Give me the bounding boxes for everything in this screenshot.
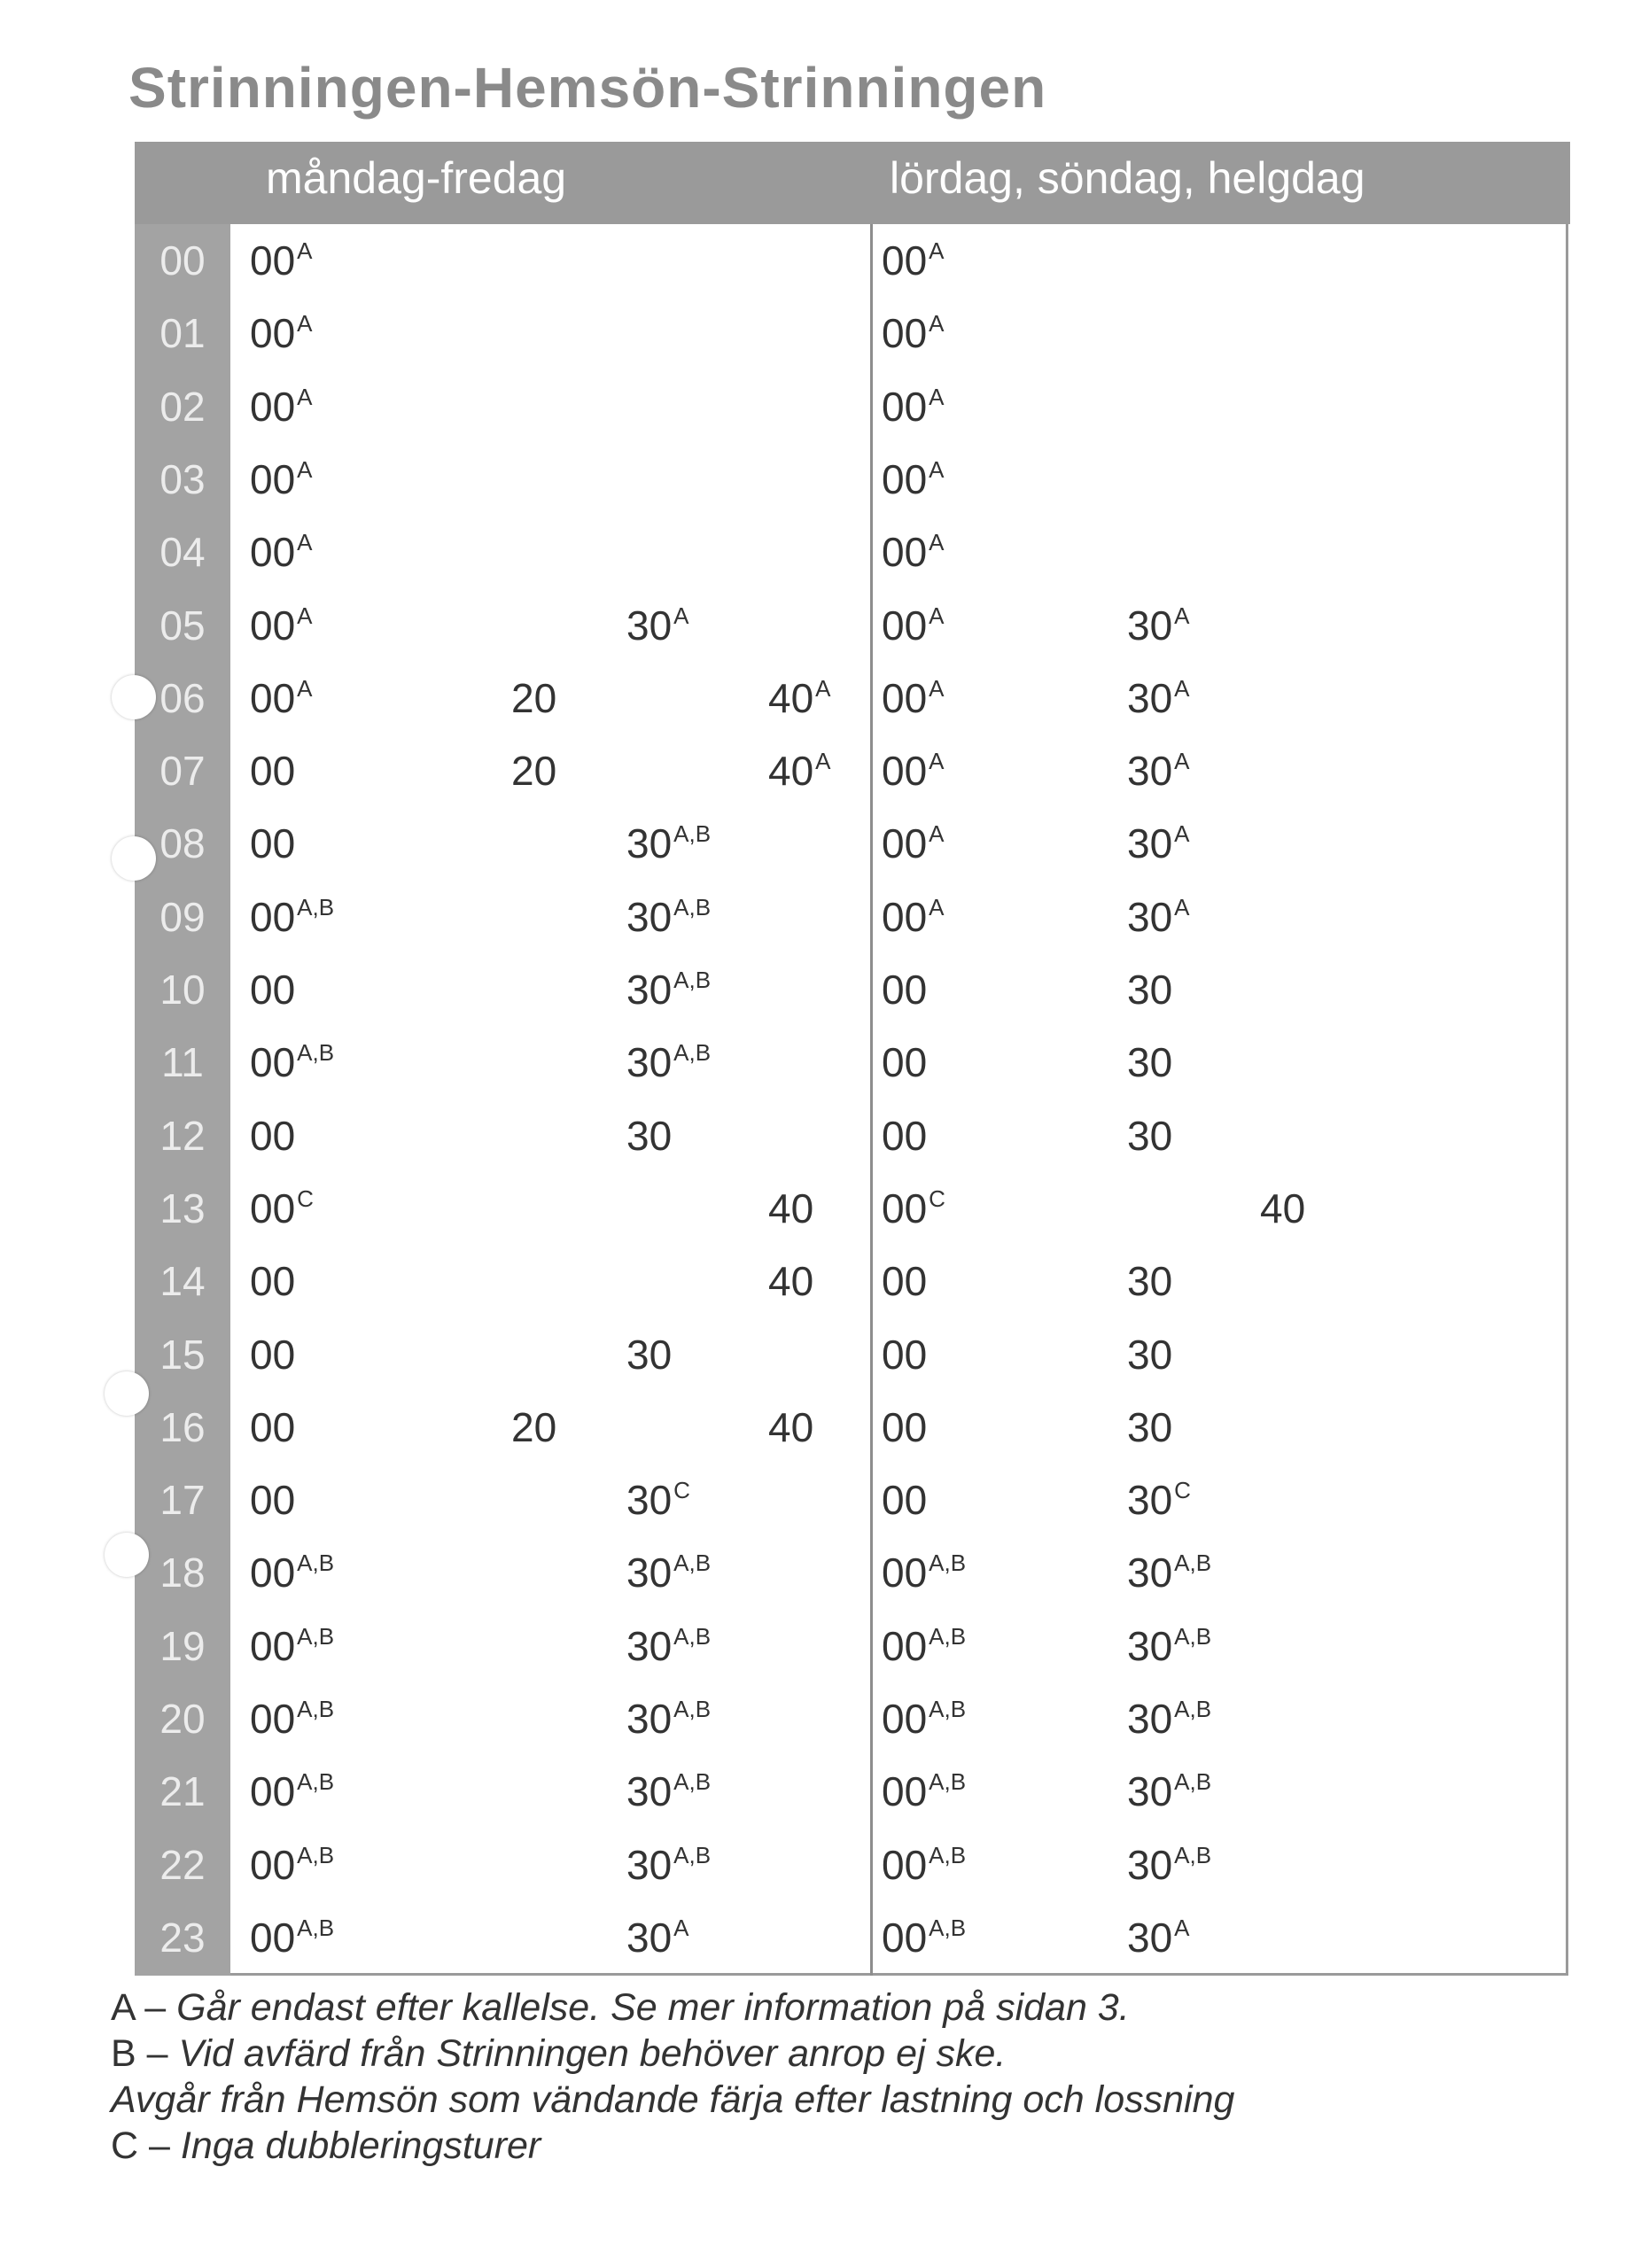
departure-footnote-mark: A [297, 674, 313, 702]
departure-minute: 00 [882, 1696, 928, 1742]
departure-footnote-mark: A,B [297, 1039, 335, 1067]
departure-minute: 00 [250, 748, 296, 795]
departure-minute: 00 [250, 237, 296, 284]
departure-minute: 00 [882, 967, 928, 1013]
departure-minute: 00 [882, 748, 928, 795]
departure-minute: 30 [626, 1112, 673, 1159]
hour-label: 20 [159, 1696, 206, 1742]
departure-footnote-mark: A [673, 1914, 689, 1941]
departure-minute: 00 [882, 1914, 928, 1961]
departure-minute: 00 [250, 674, 296, 721]
departure-footnote-mark: A [1174, 748, 1190, 775]
departure-footnote-mark: A [815, 674, 831, 702]
departure-minute: 30 [1127, 1258, 1173, 1305]
weekday-departure [250, 1318, 295, 1391]
weekday-departure [250, 1682, 334, 1761]
departure-footnote-mark: A,B [1174, 1622, 1212, 1650]
departure-footnote-mark: A [1174, 674, 1190, 702]
departure-minute: 00 [882, 1039, 928, 1086]
departure-minute: 30 [626, 1477, 673, 1524]
hour-label: 03 [159, 455, 206, 502]
departure-minute: 30 [626, 602, 673, 649]
weekend-departure [1127, 589, 1190, 668]
hour-label: 14 [159, 1258, 206, 1305]
departure-minute: 00 [250, 1768, 296, 1815]
departure-minute: 00 [250, 1914, 296, 1961]
punch-hole [105, 1533, 149, 1577]
departure-footnote-mark: A,B [673, 1039, 712, 1067]
weekday-departure [626, 881, 711, 959]
weekend-departure [882, 734, 945, 813]
hour-label: 09 [159, 893, 206, 940]
departure-minute: 00 [882, 383, 928, 430]
hour-column [135, 224, 230, 1976]
weekday-departure [250, 589, 313, 668]
departure-footnote-mark: A [929, 383, 945, 410]
weekday-departure [250, 1391, 295, 1464]
departure-footnote-mark: A,B [673, 893, 712, 920]
departure-minute: 30 [1127, 1768, 1173, 1815]
weekend-departure [1127, 1026, 1172, 1099]
weekend-departure [1127, 1464, 1191, 1542]
weekday-departure [626, 1682, 711, 1761]
weekday-departure [250, 807, 295, 880]
departure-footnote-mark: A,B [929, 1622, 967, 1650]
departure-minute: 00 [882, 674, 928, 721]
weekday-departure [250, 1755, 334, 1834]
footnote-line [111, 1984, 1234, 2031]
punch-hole [105, 1371, 149, 1416]
departure-minute: 40 [1260, 1184, 1306, 1231]
weekend-departure [882, 297, 945, 376]
weekday-departure [250, 662, 313, 741]
departure-minute: 00 [250, 820, 296, 867]
departure-footnote-mark: A,B [297, 1768, 335, 1796]
departure-minute: 30 [1127, 1039, 1173, 1086]
departure-footnote-mark: A,B [673, 1841, 712, 1868]
weekday-departure [250, 953, 295, 1026]
weekend-departure [1127, 1536, 1211, 1615]
hour-label: 01 [159, 310, 206, 357]
departure-minute: 30 [1127, 1550, 1173, 1596]
weekend-departure [882, 1245, 927, 1317]
departure-minute: 30 [1127, 1914, 1173, 1961]
weekday-departure [511, 662, 556, 734]
departure-minute: 00 [250, 1258, 296, 1305]
departure-footnote-mark: C [929, 1184, 945, 1212]
departure-minute: 00 [882, 602, 928, 649]
weekend-departure [882, 1536, 966, 1615]
weekend-departure [1127, 953, 1172, 1026]
weekend-departure [1127, 1755, 1211, 1834]
hour-label: 10 [159, 967, 206, 1013]
departure-minute: 00 [250, 529, 296, 576]
weekday-departure [626, 1464, 690, 1542]
departure-minute: 00 [882, 1184, 928, 1231]
footnote-key: C – [111, 2124, 181, 2167]
departure-footnote-mark: A [297, 455, 313, 483]
weekday-departure [511, 1391, 556, 1464]
departure-minute: 00 [250, 1550, 296, 1596]
weekday-departure [250, 1901, 334, 1980]
departure-minute: 00 [882, 1331, 928, 1378]
departure-minute: 30 [1127, 1331, 1173, 1378]
departure-minute: 30 [626, 1331, 673, 1378]
weekday-departure [511, 734, 556, 807]
departure-minute: 00 [250, 1841, 296, 1888]
weekday-departure [626, 1099, 672, 1172]
departure-minute: 30 [626, 1622, 673, 1669]
departure-footnote-mark: A [297, 237, 313, 264]
departure-minute: 00 [882, 1841, 928, 1888]
weekend-departure [1127, 1099, 1172, 1172]
departure-minute: 30 [626, 820, 673, 867]
departure-minute: 40 [768, 674, 814, 721]
departure-minute: 00 [250, 1331, 296, 1378]
departure-minute: 00 [250, 1403, 296, 1450]
weekday-departure [626, 1318, 672, 1391]
weekday-departure [626, 589, 689, 668]
departure-footnote-mark: A [929, 674, 945, 702]
departure-footnote-mark: A,B [929, 1696, 967, 1722]
weekday-header: måndag-fredag [266, 153, 567, 203]
weekend-departure [1127, 807, 1190, 886]
departure-footnote-mark: A [929, 455, 945, 483]
departure-minute: 30 [1127, 1841, 1173, 1888]
departure-footnote-mark: A,B [1174, 1768, 1212, 1796]
weekend-departure [882, 224, 945, 303]
departure-minute: 20 [511, 748, 557, 795]
footnote-key: B – [111, 2032, 179, 2075]
departure-footnote-mark: A [297, 383, 313, 410]
departure-minute: 00 [882, 310, 928, 357]
departure-footnote-mark: A,B [929, 1768, 967, 1796]
weekend-departure [1127, 1682, 1211, 1761]
departure-minute: 20 [511, 1403, 557, 1450]
departure-footnote-mark: A [1174, 893, 1190, 920]
weekday-departure [626, 1755, 711, 1834]
departure-minute: 00 [882, 237, 928, 284]
departure-footnote-mark: A [929, 602, 945, 629]
departure-footnote-mark: A,B [673, 820, 712, 848]
weekday-departure [768, 1391, 813, 1464]
footnote-line [111, 2123, 1234, 2169]
hour-label: 16 [159, 1403, 206, 1450]
weekday-departure [250, 1610, 334, 1689]
weekday-departure [250, 443, 313, 522]
weekday-departure [768, 734, 831, 813]
timetable-header [135, 142, 1570, 224]
departure-minute: 00 [882, 1403, 928, 1450]
weekday-departure [250, 1829, 334, 1907]
departure-minute: 30 [626, 893, 673, 940]
hour-label: 02 [159, 383, 206, 430]
weekday-departure [250, 370, 313, 449]
weekday-departure [768, 1172, 813, 1245]
departure-footnote-mark: A,B [673, 967, 712, 993]
departure-minute: 40 [768, 1258, 814, 1305]
departure-minute: 00 [882, 893, 928, 940]
weekend-departure [882, 1682, 966, 1761]
departure-minute: 20 [511, 674, 557, 721]
weekday-departure [250, 1099, 295, 1172]
departure-minute: 00 [882, 820, 928, 867]
departure-footnote-mark: A,B [673, 1768, 712, 1796]
departure-footnote-mark: A,B [1174, 1696, 1212, 1722]
weekend-departure [882, 1318, 927, 1391]
weekday-departure [250, 734, 295, 807]
footnote-line [111, 2031, 1234, 2077]
weekend-departure [1127, 1391, 1172, 1464]
weekend-departure [1127, 734, 1190, 813]
departure-minute: 30 [1127, 748, 1173, 795]
weekend-departure [1127, 1245, 1172, 1317]
weekday-departure [768, 1245, 813, 1317]
hour-label: 12 [159, 1112, 206, 1159]
departure-footnote-mark: A,B [297, 1914, 335, 1941]
departure-minute: 30 [1127, 967, 1173, 1013]
departure-footnote-mark: A,B [297, 893, 335, 920]
weekday-departure [626, 953, 711, 1032]
departure-minute: 30 [626, 1696, 673, 1742]
departure-minute: 00 [882, 1768, 928, 1815]
departure-minute: 00 [250, 1039, 296, 1086]
hour-label: 21 [159, 1768, 206, 1815]
departure-minute: 40 [768, 1403, 814, 1450]
weekend-departure [882, 1755, 966, 1834]
footnote-line [111, 2077, 1234, 2123]
weekday-departure [250, 1026, 334, 1105]
weekend-departure [882, 1026, 927, 1099]
weekend-departure [882, 1901, 966, 1980]
departure-minute: 00 [250, 602, 296, 649]
weekday-departure [250, 1245, 295, 1317]
departure-footnote-mark: A,B [673, 1550, 712, 1577]
departure-minute: 30 [1127, 1477, 1173, 1524]
weekend-departure [882, 516, 945, 594]
departure-footnote-mark: A [297, 310, 313, 338]
departure-minute: 30 [626, 967, 673, 1013]
departure-minute: 40 [768, 1184, 814, 1231]
weekday-departure [250, 1172, 314, 1251]
weekend-departure [882, 807, 945, 886]
departure-minute: 40 [768, 748, 814, 795]
departure-minute: 30 [626, 1914, 673, 1961]
departure-minute: 00 [250, 455, 296, 502]
departure-minute: 00 [882, 1550, 928, 1596]
departure-footnote-mark: A [297, 602, 313, 629]
hour-label: 17 [159, 1477, 206, 1524]
weekend-departure [882, 1829, 966, 1907]
page-title: Strinningen-Hemsön-Strinningen [128, 56, 1047, 120]
departure-footnote-mark: C [1174, 1477, 1191, 1504]
footnotes [111, 1984, 1234, 2169]
weekend-departure [882, 1099, 927, 1172]
departure-footnote-mark: A,B [297, 1841, 335, 1868]
weekend-departure [1127, 881, 1190, 959]
departure-minute: 00 [250, 383, 296, 430]
hour-label: 19 [159, 1622, 206, 1669]
departure-footnote-mark: A [1174, 1914, 1190, 1941]
departure-footnote-mark: A,B [1174, 1550, 1212, 1577]
departure-minute: 30 [626, 1841, 673, 1888]
hour-label: 08 [159, 820, 206, 867]
weekday-departure [626, 1901, 689, 1980]
departure-footnote-mark: A [929, 820, 945, 848]
departure-footnote-mark: A [929, 529, 945, 556]
departure-minute: 30 [626, 1550, 673, 1596]
departure-footnote-mark: A [1174, 602, 1190, 629]
hour-label: 18 [159, 1550, 206, 1596]
departure-minute: 30 [1127, 1696, 1173, 1742]
footnote-key: A – [111, 1986, 177, 2029]
weekend-departure [1260, 1172, 1305, 1245]
departure-minute: 00 [250, 1184, 296, 1231]
weekend-departure [1127, 1829, 1211, 1907]
departure-footnote-mark: A,B [297, 1622, 335, 1650]
weekday-departure [250, 1536, 334, 1615]
departure-minute: 30 [1127, 1403, 1173, 1450]
weekday-departure [768, 662, 831, 741]
departure-minute: 30 [1127, 674, 1173, 721]
weekend-departure [882, 953, 927, 1026]
weekend-departure [1127, 662, 1190, 741]
departure-footnote-mark: A [929, 748, 945, 775]
weekend-departure [882, 662, 945, 741]
footnote-text: Avgår från Hemsön som vändande färja efter lastning och lossning [111, 2078, 1235, 2121]
departure-minute: 00 [250, 310, 296, 357]
departure-minute: 00 [882, 1477, 928, 1524]
weekend-departure [882, 443, 945, 522]
departure-footnote-mark: A,B [297, 1550, 335, 1577]
weekday-departure [626, 1536, 711, 1615]
departure-footnote-mark: A [929, 237, 945, 264]
departure-minute: 30 [1127, 602, 1173, 649]
weekend-departure [882, 1464, 927, 1536]
departure-minute: 00 [250, 1696, 296, 1742]
departure-footnote-mark: A [297, 529, 313, 556]
weekday-departure [250, 297, 313, 376]
departure-minute: 00 [250, 1477, 296, 1524]
hour-label: 05 [159, 602, 206, 649]
weekend-departure [882, 1172, 945, 1251]
hour-label: 22 [159, 1841, 206, 1888]
hour-label: 04 [159, 529, 206, 576]
departure-minute: 00 [882, 529, 928, 576]
departure-minute: 30 [1127, 1622, 1173, 1669]
weekend-departure [882, 1391, 927, 1464]
departure-minute: 00 [882, 455, 928, 502]
departure-footnote-mark: A [1174, 820, 1190, 848]
departure-footnote-mark: A,B [673, 1696, 712, 1722]
weekday-departure [250, 1464, 295, 1536]
footnote-text: Går endast efter kallelse. Se mer information på sidan 3. [176, 1986, 1130, 2029]
weekday-departure [626, 807, 711, 886]
column-divider [870, 224, 873, 1976]
departure-minute: 00 [882, 1112, 928, 1159]
departure-minute: 00 [882, 1258, 928, 1305]
departure-minute: 30 [1127, 820, 1173, 867]
footnote-text: Vid avfärd från Strinningen behöver anrop ej ske. [178, 2032, 1007, 2075]
departure-minute: 00 [882, 1622, 928, 1669]
departure-footnote-mark: C [297, 1184, 314, 1212]
weekday-departure [250, 516, 313, 594]
departure-footnote-mark: C [673, 1477, 690, 1504]
departure-minute: 30 [1127, 893, 1173, 940]
departure-minute: 00 [250, 1622, 296, 1669]
departure-footnote-mark: A,B [929, 1550, 967, 1577]
departure-minute: 00 [250, 893, 296, 940]
hour-label: 23 [159, 1914, 206, 1961]
weekend-header: lördag, söndag, helgdag [890, 153, 1365, 203]
punch-hole [112, 675, 156, 719]
hour-label: 15 [159, 1331, 206, 1378]
weekend-departure [882, 1610, 966, 1689]
hour-label: 06 [159, 674, 206, 721]
departure-minute: 30 [626, 1768, 673, 1815]
weekend-departure [882, 370, 945, 449]
departure-footnote-mark: A [929, 310, 945, 338]
weekday-departure [250, 881, 334, 959]
weekday-departure [626, 1026, 711, 1105]
timetable [135, 142, 1570, 1976]
weekday-departure [626, 1610, 711, 1689]
departure-minute: 30 [1127, 1112, 1173, 1159]
weekday-departure [626, 1829, 711, 1907]
departure-footnote-mark: A,B [929, 1841, 967, 1868]
departure-footnote-mark: A,B [297, 1696, 335, 1722]
hour-label: 07 [159, 748, 206, 795]
departure-footnote-mark: A [673, 602, 689, 629]
hour-label: 11 [161, 1039, 204, 1086]
weekend-departure [1127, 1318, 1172, 1391]
departure-footnote-mark: A,B [929, 1914, 967, 1941]
punch-hole [112, 836, 156, 881]
departure-footnote-mark: A [929, 893, 945, 920]
footnote-text: Inga dubbleringsturer [180, 2124, 541, 2167]
weekend-departure [882, 589, 945, 668]
weekday-departure [250, 224, 313, 303]
weekend-departure [882, 881, 945, 959]
hour-label: 13 [159, 1184, 206, 1231]
weekend-departure [1127, 1901, 1190, 1980]
departure-minute: 30 [626, 1039, 673, 1086]
departure-minute: 00 [250, 967, 296, 1013]
departure-footnote-mark: A,B [1174, 1841, 1212, 1868]
departure-footnote-mark: A [815, 748, 831, 775]
weekend-departure [1127, 1610, 1211, 1689]
departure-footnote-mark: A,B [673, 1622, 712, 1650]
departure-minute: 00 [250, 1112, 296, 1159]
hour-label: 00 [159, 237, 206, 284]
